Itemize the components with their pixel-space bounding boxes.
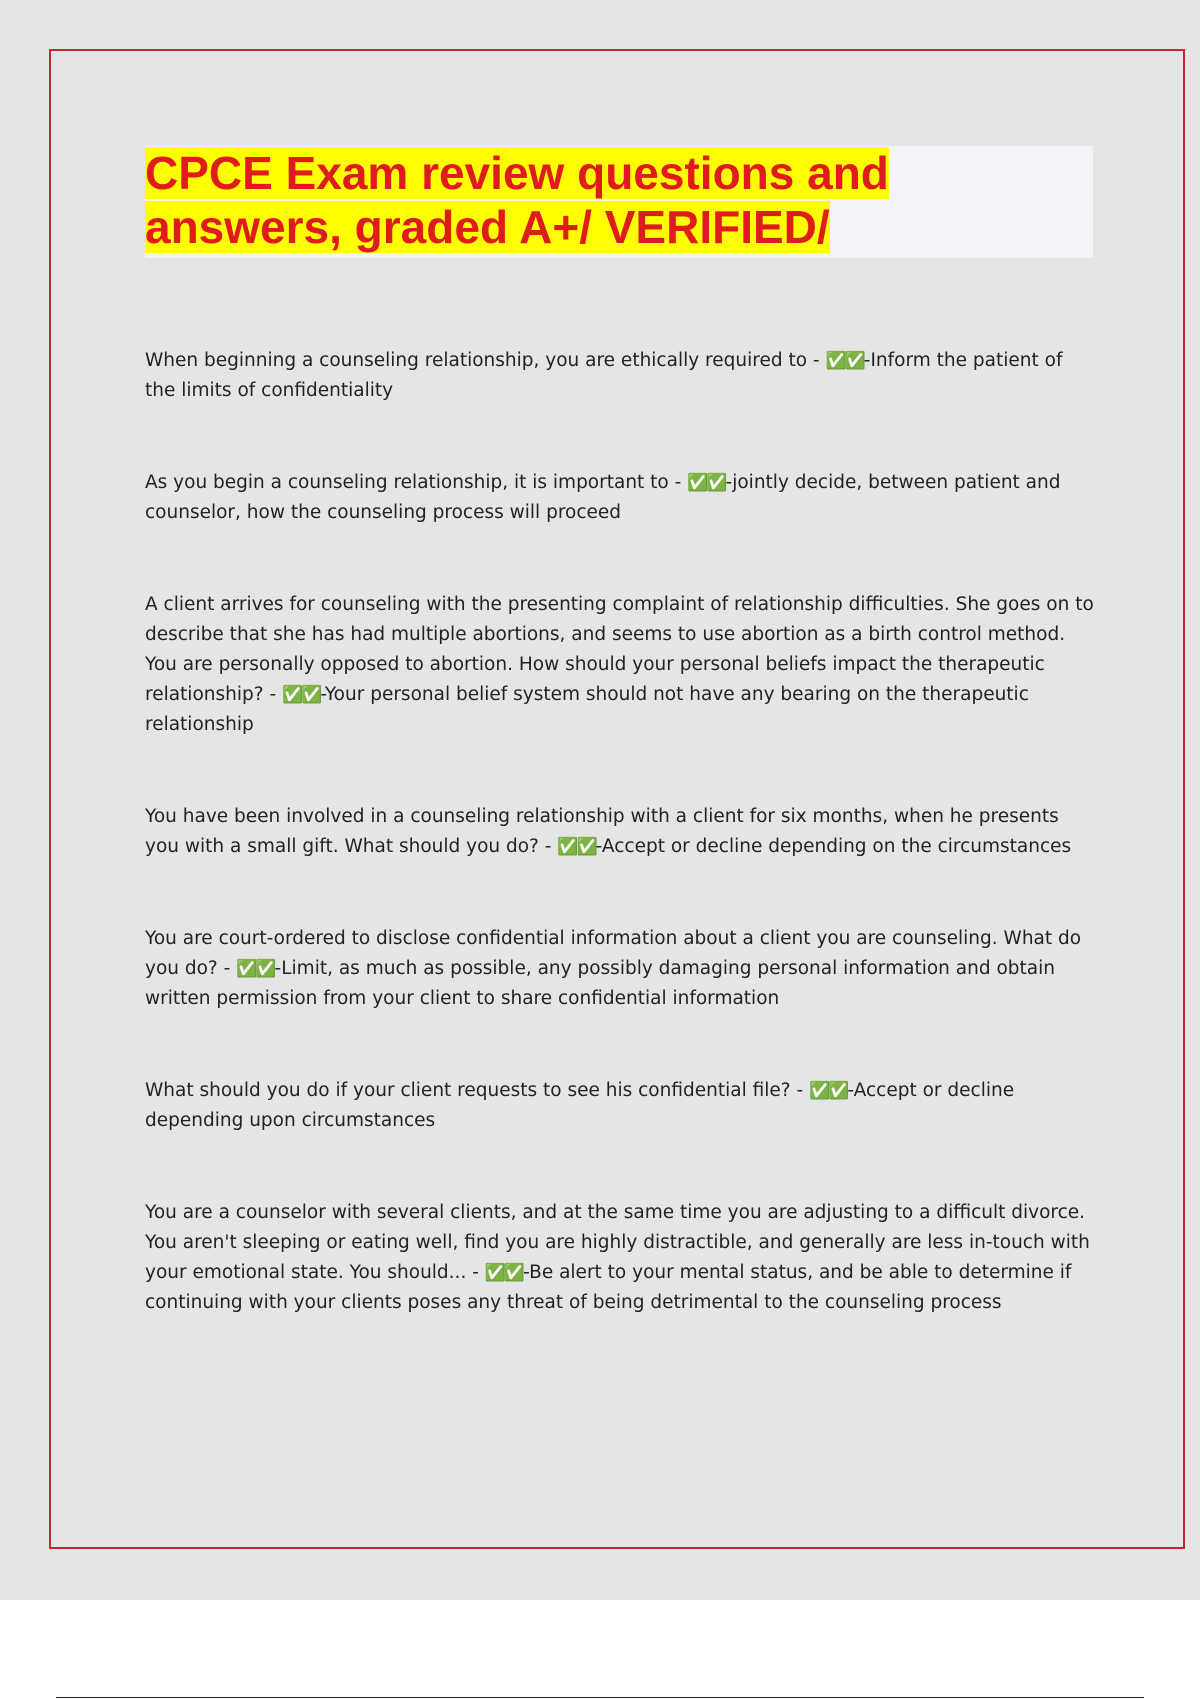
qa-item xyxy=(145,346,1095,406)
answer-text: -jointly decide, between patient and counselor, how the counseling process will proceed xyxy=(145,472,1061,523)
answer-text: -Be alert to your mental status, and be able to determine if continuing with your clients poses any threat of being detrimental to the counseling process xyxy=(145,1262,1072,1313)
question-text: What should you do if your client requests to see his confidential file? - xyxy=(145,1080,810,1101)
qa-item xyxy=(145,1198,1095,1318)
check-icon: ✅✅ xyxy=(687,473,726,493)
answer-text: -Limit, as much as possible, any possibly damaging personal information and obtain written permission from your client to share confidential information xyxy=(145,958,1055,1009)
title-line-1: CPCE Exam review questions and xyxy=(145,147,889,199)
qa-item xyxy=(145,1076,1095,1136)
check-icon: ✅✅ xyxy=(809,1081,848,1101)
check-icon: ✅✅ xyxy=(282,685,321,705)
title-line-2: answers, graded A+/ VERIFIED/ xyxy=(145,201,830,253)
question-text: You are court-ordered to disclose confidential information about a client you are counseling. What do you do? - xyxy=(145,928,1082,979)
question-text: A client arrives for counseling with the presenting complaint of relationship difficulties. She goes on to describe that she has had multiple abortions, and seems to use abortion as a birth control method. You are personally opposed to abortion. How should your personal beliefs impact the therapeutic relationship? - xyxy=(145,594,1094,705)
title-block xyxy=(145,146,1093,258)
answer-text: -Your personal belief system should not have any bearing on the therapeutic relationship xyxy=(145,684,1029,735)
question-text: You are a counselor with several clients, and at the same time you are adjusting to a difficult divorce. You aren't sleeping or eating well, find you are highly distractible, and generally are less in-touch with your emotional state. You should... - xyxy=(145,1202,1090,1283)
check-icon: ✅✅ xyxy=(484,1263,524,1283)
question-text: As you begin a counseling relationship, it is important to - xyxy=(145,472,688,493)
qa-item xyxy=(145,590,1095,740)
check-icon: ✅✅ xyxy=(236,959,275,979)
question-text: When beginning a counseling relationship, you are ethically required to - xyxy=(145,350,826,371)
answer-text: -Inform the patient of the limits of confidentiality xyxy=(145,350,1063,401)
qa-list xyxy=(145,346,1095,1380)
answer-text: -Accept or decline depending upon circumstances xyxy=(145,1080,1015,1131)
qa-item xyxy=(145,924,1095,1014)
answer-text: -Accept or decline depending on the circumstances xyxy=(595,836,1072,857)
footer-divider xyxy=(56,1697,1144,1698)
question-text: You have been involved in a counseling relationship with a client for six months, when he presents you with a small gift. What should you do? - xyxy=(145,806,1059,857)
qa-item xyxy=(145,468,1095,528)
qa-item xyxy=(145,802,1095,862)
check-icon: ✅✅ xyxy=(825,351,864,371)
check-icon: ✅✅ xyxy=(557,837,596,857)
document-title xyxy=(145,146,1093,254)
